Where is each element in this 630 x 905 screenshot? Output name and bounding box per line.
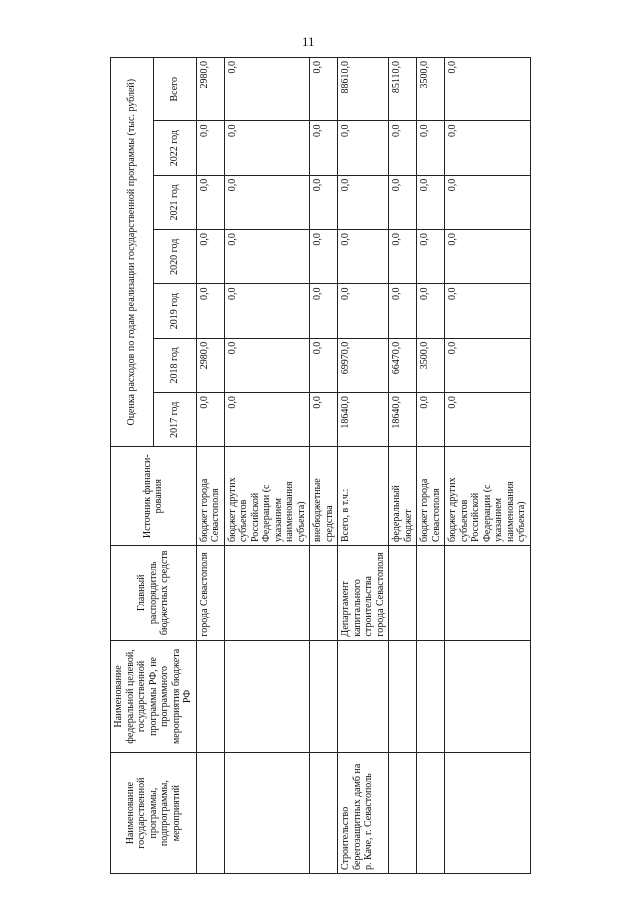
cell-value: 85110,0 xyxy=(389,58,417,121)
cell-program xyxy=(417,753,445,874)
cell-distributor xyxy=(224,546,310,641)
cell-value: 2980,0 xyxy=(196,58,224,121)
cell-distributor xyxy=(310,546,338,641)
cell-value: 0,0 xyxy=(224,175,310,229)
cell-value: 0,0 xyxy=(338,121,389,175)
cell-distributor: Департамент капитального строительства города Севастополя xyxy=(338,546,389,641)
cell-value: 0,0 xyxy=(417,393,445,447)
header-year: 2019 год xyxy=(153,284,196,338)
cell-federal-program xyxy=(338,640,389,753)
header-year: 2021 год xyxy=(153,175,196,229)
cell-value: 3500,0 xyxy=(417,58,445,121)
rotated-table-container xyxy=(110,57,527,874)
table-row xyxy=(389,58,417,874)
header-distributor: Главный распорядитель бюджетных средств xyxy=(111,546,197,641)
table-row xyxy=(196,58,224,874)
header-year: 2020 год xyxy=(153,230,196,284)
cell-federal-program xyxy=(417,640,445,753)
table-row xyxy=(310,58,338,874)
cell-value: 0,0 xyxy=(310,393,338,447)
cell-federal-program xyxy=(310,640,338,753)
cell-value: 0,0 xyxy=(338,175,389,229)
cell-value: 69970,0 xyxy=(338,338,389,392)
table-row xyxy=(338,58,389,874)
cell-source: бюджет города Севастополя xyxy=(417,447,445,546)
cell-value: 0,0 xyxy=(338,284,389,338)
cell-value: 0,0 xyxy=(445,121,531,175)
cell-value: 2980,0 xyxy=(196,338,224,392)
cell-value: 0,0 xyxy=(389,175,417,229)
header-federal-program: Наименование федеральной целевой, государственной программы РФ, не программного мероприятия бюджета РФ xyxy=(111,640,197,753)
cell-value: 0,0 xyxy=(224,230,310,284)
cell-value: 0,0 xyxy=(196,121,224,175)
cell-value: 0,0 xyxy=(445,230,531,284)
cell-source: внебюджетные средства xyxy=(310,447,338,546)
cell-federal-program xyxy=(224,640,310,753)
header-year: 2022 год xyxy=(153,121,196,175)
cell-value: 18640,0 xyxy=(389,393,417,447)
cell-value: 0,0 xyxy=(310,230,338,284)
header-source: Источник финанси-рования xyxy=(111,447,197,546)
cell-value: 0,0 xyxy=(445,58,531,121)
table-header xyxy=(111,58,197,874)
cell-program xyxy=(389,753,417,874)
table-row xyxy=(445,58,531,874)
cell-value: 0,0 xyxy=(389,230,417,284)
header-program: Наименование государственной программы, подпрограммы, мероприятий xyxy=(111,753,197,874)
header-estimate: Оценка расходов по годам реализации государственной программы (тыс. рублей) xyxy=(111,58,154,447)
cell-value: 0,0 xyxy=(196,393,224,447)
cell-value: 0,0 xyxy=(224,284,310,338)
cell-value: 3500,0 xyxy=(417,338,445,392)
cell-value: 0,0 xyxy=(310,121,338,175)
page-number: 11 xyxy=(302,34,315,49)
cell-value: 0,0 xyxy=(196,175,224,229)
cell-value: 0,0 xyxy=(310,58,338,121)
cell-value: 0,0 xyxy=(196,284,224,338)
cell-value: 0,0 xyxy=(389,121,417,175)
cell-distributor xyxy=(389,546,417,641)
cell-value: 0,0 xyxy=(445,338,531,392)
table-row xyxy=(417,58,445,874)
header-year: Всего xyxy=(153,58,196,121)
cell-program xyxy=(445,753,531,874)
cell-federal-program xyxy=(389,640,417,753)
cell-value: 0,0 xyxy=(445,175,531,229)
cell-distributor: города Севастополя xyxy=(196,546,224,641)
cell-value: 0,0 xyxy=(310,175,338,229)
cell-value: 66470,0 xyxy=(389,338,417,392)
cell-value: 0,0 xyxy=(196,230,224,284)
cell-value: 0,0 xyxy=(310,284,338,338)
cell-source: бюджет других субъектов Российской Федерации (с указанием наименования субъекта) xyxy=(445,447,531,546)
cell-distributor xyxy=(445,546,531,641)
cell-source: бюджет других субъектов Российской Федерации (с указанием наименования субъекта) xyxy=(224,447,310,546)
table-body xyxy=(196,58,530,874)
cell-distributor xyxy=(417,546,445,641)
cell-value: 0,0 xyxy=(338,230,389,284)
cell-value: 0,0 xyxy=(417,121,445,175)
cell-source: бюджет города Севастополя xyxy=(196,447,224,546)
cell-value: 0,0 xyxy=(417,175,445,229)
budget-table xyxy=(110,57,531,874)
cell-value: 0,0 xyxy=(417,284,445,338)
cell-value: 0,0 xyxy=(417,230,445,284)
header-year: 2018 год xyxy=(153,338,196,392)
cell-federal-program xyxy=(445,640,531,753)
cell-value: 18640,0 xyxy=(338,393,389,447)
cell-source: Всего, в т.ч.: xyxy=(338,447,389,546)
cell-value: 88610,0 xyxy=(338,58,389,121)
cell-value: 0,0 xyxy=(389,284,417,338)
cell-federal-program xyxy=(196,640,224,753)
cell-value: 0,0 xyxy=(224,121,310,175)
cell-value: 0,0 xyxy=(445,284,531,338)
header-year: 2017 год xyxy=(153,393,196,447)
cell-program xyxy=(310,753,338,874)
cell-value: 0,0 xyxy=(310,338,338,392)
cell-program xyxy=(224,753,310,874)
cell-program: Строительство берегозащитных дамб на р. Каче, г. Севастополь xyxy=(338,753,389,874)
cell-source: федеральный бюджет xyxy=(389,447,417,546)
table-row xyxy=(224,58,310,874)
cell-value: 0,0 xyxy=(224,58,310,121)
cell-program xyxy=(196,753,224,874)
cell-value: 0,0 xyxy=(445,393,531,447)
cell-value: 0,0 xyxy=(224,393,310,447)
cell-value: 0,0 xyxy=(224,338,310,392)
